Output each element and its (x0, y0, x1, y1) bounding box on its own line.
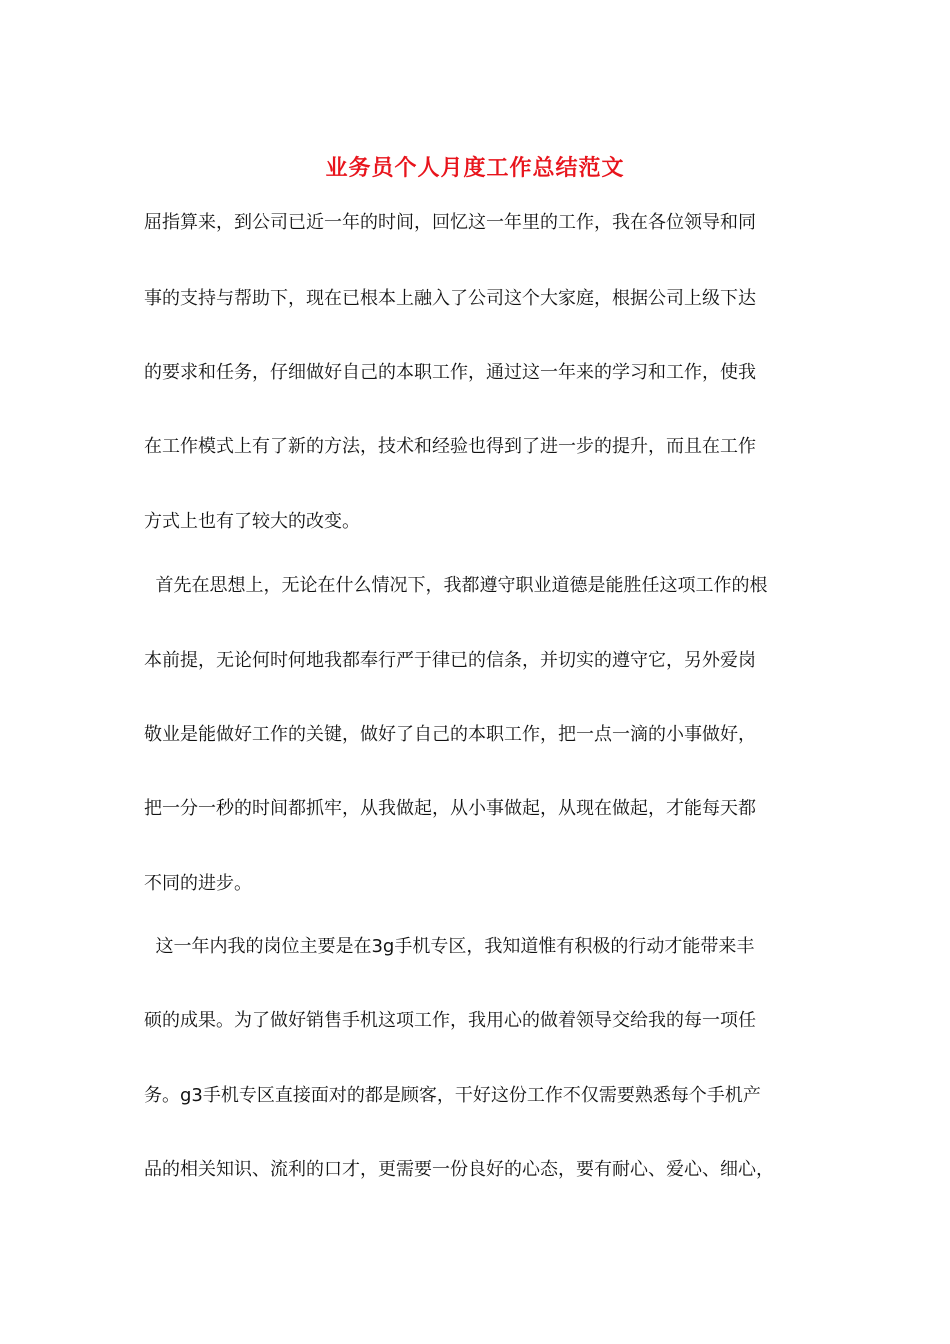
body-line: 在工作模式上有了新的方法，技术和经验也得到了进一步的提升，而且在工作 (144, 436, 756, 457)
document-title: 业务员个人月度工作总结范文 (325, 155, 625, 181)
body-line: 这一年内我的岗位主要是在3g手机专区，我知道惟有积极的行动才能带来丰 (144, 936, 755, 957)
body-line: 首先在思想上，无论在什么情况下，我都遵守职业道德是能胜任这项工作的根 (144, 575, 768, 596)
body-line: 品的相关知识、流利的口才，更需要一份良好的心态，要有耐心、爱心、细心， (144, 1159, 774, 1180)
body-line: 把一分一秒的时间都抓牢，从我做起，从小事做起，从现在做起，才能每天都 (144, 798, 756, 819)
body-line: 务。g3手机专区直接面对的都是顾客，干好这份工作不仅需要熟悉每个手机产 (144, 1085, 761, 1106)
body-line: 事的支持与帮助下，现在已根本上融入了公司这个大家庭，根据公司上级下达 (144, 288, 756, 309)
body-line: 不同的进步。 (144, 873, 252, 894)
body-line: 方式上也有了较大的改变。 (144, 511, 360, 532)
body-line: 敬业是能做好工作的关键，做好了自己的本职工作，把一点一滴的小事做好， (144, 724, 756, 745)
body-line: 本前提，无论何时何地我都奉行严于律已的信条，并切实的遵守它，另外爱岗 (144, 650, 756, 671)
body-line: 屈指算来，到公司已近一年的时间，回忆这一年里的工作，我在各位领导和同 (144, 212, 756, 233)
body-line: 的要求和任务，仔细做好自己的本职工作，通过这一年来的学习和工作，使我 (144, 362, 756, 383)
body-line: 硕的成果。为了做好销售手机这项工作，我用心的做着领导交给我的每一项任 (144, 1010, 756, 1031)
